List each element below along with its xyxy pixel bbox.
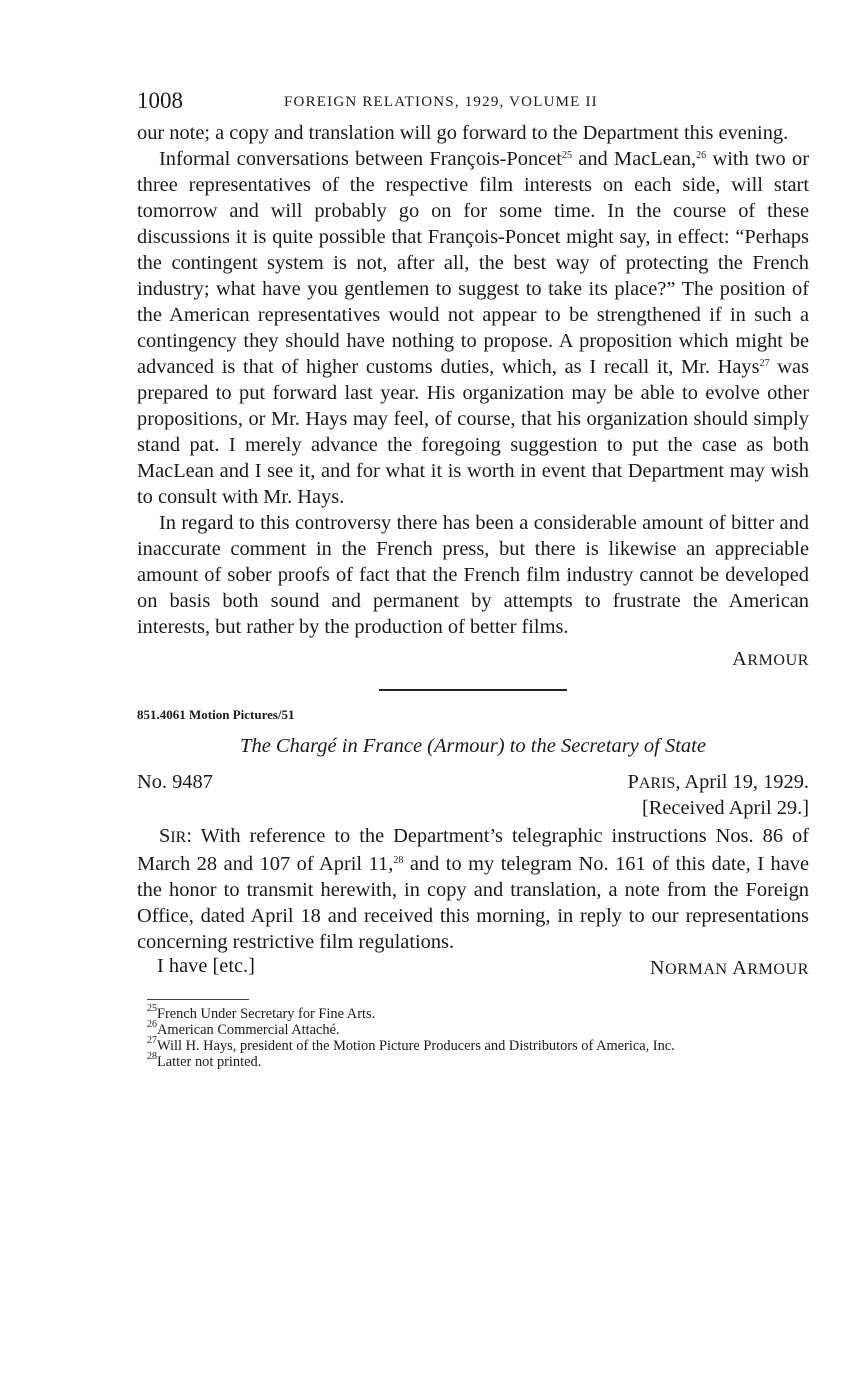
signature-norman-armour xyxy=(650,957,809,980)
signature-rest: RMOUR xyxy=(747,961,809,978)
paragraph-text: and to my telegram No. 161 of this date, I have the honor to transmit herewith, in copy and translation, a note from the Foreign Office, dated April 18 and received this morning, in reply to our representations concerning restrictive film regulations. xyxy=(137,853,809,953)
footnote-text: French Under Secretary for Fine Arts. xyxy=(157,1006,376,1022)
paragraph xyxy=(137,146,809,510)
paragraph xyxy=(137,120,809,146)
salutation-initial: S xyxy=(159,825,171,847)
paragraph-text: with two or three representatives of the respective film interests on each side, will start tomorrow and will probably go on for some time. In the course of these discussions it is quite possible that François-Poncet might say, in effect: “Perhaps the contingent system is not, after all, the best way of protecting the French industry; what have you gentlemen to suggest to take its place?” The position of the American representatives would not appear to be strengthened if in such a contingency they should have nothing to propose. A proposition which might be advanced is that of higher customs duties, which, as I recall it, Mr. Hays xyxy=(137,148,810,378)
signature-rest: RMOUR xyxy=(747,652,809,669)
paragraph-text: our note; a copy and translation will go forward to the Department this evening. xyxy=(137,122,789,144)
paragraph xyxy=(137,823,809,955)
footnote-text: Will H. Hays, president of the Motion Picture Producers and Distributors of America, Inc. xyxy=(157,1038,675,1054)
footnote-ref: 26 xyxy=(696,150,707,161)
letter-2-body xyxy=(137,823,809,955)
footnote-ref: 28 xyxy=(393,855,404,866)
footnote-divider xyxy=(147,999,249,1000)
signature-initial: A xyxy=(732,957,748,979)
letter-1-body xyxy=(137,120,809,640)
place-rest: ARIS xyxy=(638,775,676,792)
document-title: The Chargé in France (Armour) to the Secretary of State xyxy=(240,735,706,757)
dispatch-header xyxy=(137,771,809,823)
received-date: [Received April 29.] xyxy=(641,797,809,819)
footnote xyxy=(137,1051,809,1070)
page-header xyxy=(137,88,809,120)
closing-text: I have [etc.] xyxy=(157,955,255,977)
page-number: 1008 xyxy=(137,88,183,113)
footnote xyxy=(137,1035,809,1054)
date-text: , April 19, 1929. xyxy=(675,771,809,793)
file-number: 851.4061 Motion Pictures/51 xyxy=(137,707,295,722)
running-head: FOREIGN RELATIONS, 1929, VOLUME II xyxy=(284,94,598,110)
footnote-text: Latter not printed. xyxy=(157,1054,262,1070)
paragraph-text: was prepared to put forward last year. His organization may be able to evolve other propositions, or Mr. Hays may feel, of course, that his organization should simply stand pat. I merely advance the foregoing suggestion to put the case as both MacLean and I see it, and for what it is worth in event that Department may wish to consult with Mr. Hays. xyxy=(137,356,810,508)
footnote-text: American Commercial Attaché. xyxy=(157,1022,340,1038)
footnote-ref: 25 xyxy=(561,150,572,161)
section-divider xyxy=(379,689,567,691)
dispatch-number: No. 9487 xyxy=(137,771,213,793)
dispatch-date xyxy=(628,771,809,794)
signature-initial: A xyxy=(732,648,748,670)
footnote-mark: 26 xyxy=(147,1019,157,1030)
signature-initial: N xyxy=(650,957,666,979)
footnote xyxy=(137,1003,809,1022)
footnote-ref: 27 xyxy=(759,358,770,369)
footnote-mark: 25 xyxy=(147,1003,157,1014)
signature-armour xyxy=(137,646,809,672)
paragraph-text: : With reference to the Department’s telegraphic instructions Nos. 86 of March 28 and 107 of April 11, xyxy=(137,825,809,875)
paragraph-text: and MacLean, xyxy=(571,148,697,170)
place-initial: P xyxy=(627,771,639,793)
paragraph-text: Informal conversations between François-Poncet xyxy=(159,148,562,170)
footnote-mark: 28 xyxy=(147,1051,157,1062)
footnote-mark: 27 xyxy=(147,1035,157,1046)
salutation-rest: IR xyxy=(170,829,187,846)
document-page xyxy=(137,88,809,1070)
paragraph xyxy=(137,510,809,640)
closing-line xyxy=(137,955,809,981)
signature-rest: ORMAN xyxy=(665,961,728,978)
footnote xyxy=(137,1019,809,1038)
footnotes xyxy=(137,1003,809,1070)
paragraph-text: In regard to this controversy there has been a considerable amount of bitter and inaccurate comment in the French press, but there is likewise an appreciable amount of sober proofs of fact that the French film industry cannot be developed on basis both sound and permanent by attempts to frustrate the American interests, but rather by the production of better films. xyxy=(137,512,809,638)
